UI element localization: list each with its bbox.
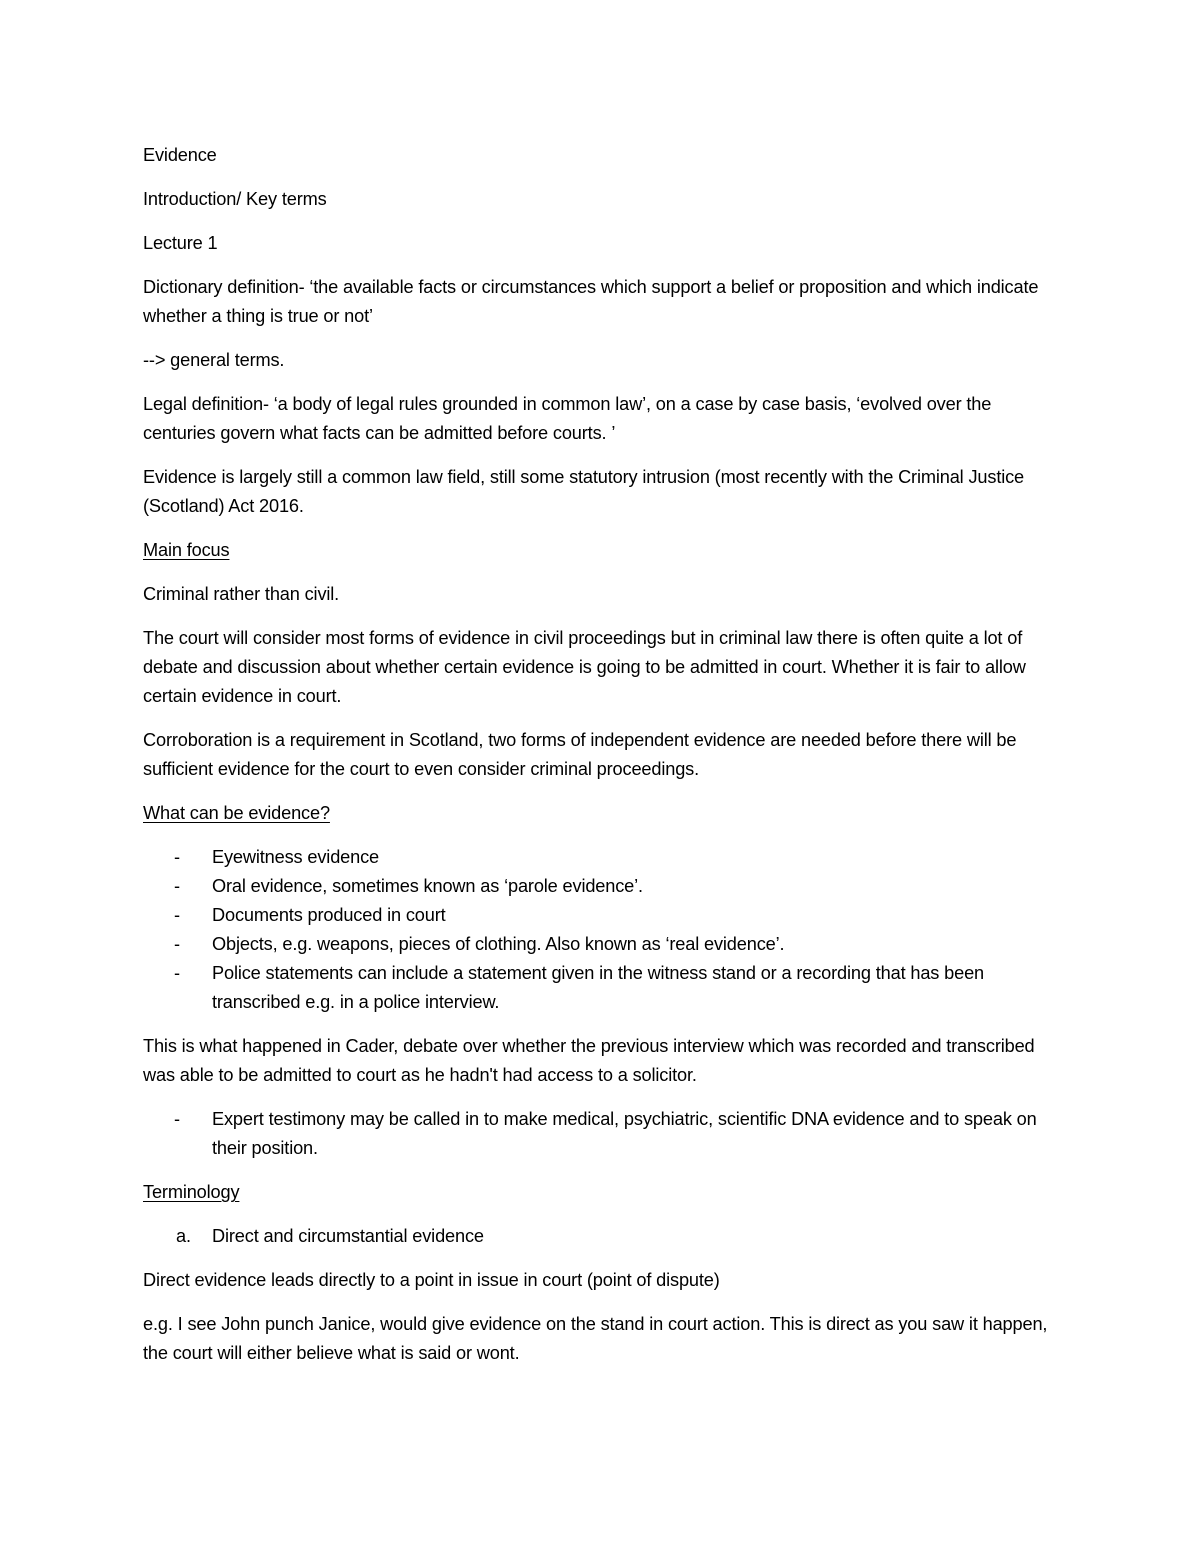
main-focus-heading: Main focus <box>143 540 230 560</box>
corroboration-paragraph: Corroboration is a requirement in Scotland, two forms of independent evidence are needed before there will be sufficient evidence for the court to even consider criminal proceedings. <box>143 730 1017 779</box>
list-item-text: Oral evidence, sometimes known as ‘parole evidence’. <box>212 876 643 896</box>
document-body <box>143 141 1063 1383</box>
list-item <box>143 1222 1063 1251</box>
terminology-list <box>143 1222 1063 1251</box>
list-item-text: Objects, e.g. weapons, pieces of clothing. Also known as ‘real evidence’. <box>212 934 785 954</box>
dictionary-definition: Dictionary definition- ‘the available facts or circumstances which support a belief or proposition and which indicate whether a thing is true or not’ <box>143 277 1039 326</box>
bullet-dash: - <box>174 1109 180 1129</box>
common-law-paragraph: Evidence is largely still a common law field, still some statutory intrusion (most recently with the Criminal Justice (Scotland) Act 2016. <box>143 467 1025 516</box>
what-can-be-evidence-heading: What can be evidence? <box>143 803 330 823</box>
lecture-label: Lecture 1 <box>143 233 218 253</box>
bullet-dash: - <box>174 847 180 867</box>
list-item <box>143 843 1063 872</box>
list-item <box>143 872 1063 901</box>
list-item <box>143 901 1063 930</box>
document-title: Evidence <box>143 145 217 165</box>
bullet-dash: - <box>174 905 180 925</box>
list-item-text: Eyewitness evidence <box>212 847 379 867</box>
general-terms-note: --> general terms. <box>143 350 285 370</box>
list-item-text: Police statements can include a statement given in the witness stand or a recording that has been transcribed e.g. in a police interview. <box>212 963 985 1012</box>
criminal-rather-than-civil: Criminal rather than civil. <box>143 584 340 604</box>
document-subtitle: Introduction/ Key terms <box>143 189 327 209</box>
list-item-text: Direct and circumstantial evidence <box>212 1226 484 1246</box>
cader-paragraph: This is what happened in Cader, debate over whether the previous interview which was recorded and transcribed was able to be admitted to court as he hadn't had access to a solicitor. <box>143 1036 1035 1085</box>
list-item-text: Expert testimony may be called in to make medical, psychiatric, scientific DNA evidence and to speak on their position. <box>212 1109 1037 1158</box>
direct-evidence-paragraph: Direct evidence leads directly to a point in issue in court (point of dispute) <box>143 1270 720 1290</box>
terminology-heading: Terminology <box>143 1182 240 1202</box>
expert-testimony-list <box>143 1105 1063 1163</box>
list-item <box>143 930 1063 959</box>
list-item <box>143 959 1063 1017</box>
example-paragraph: e.g. I see John punch Janice, would give evidence on the stand in court action. This is direct as you saw it happen, the court will either believe what is said or wont. <box>143 1314 1048 1363</box>
bullet-dash: - <box>174 934 180 954</box>
list-item-text: Documents produced in court <box>212 905 446 925</box>
list-item <box>143 1105 1063 1163</box>
bullet-dash: - <box>174 876 180 896</box>
court-paragraph: The court will consider most forms of evidence in civil proceedings but in criminal law there is often quite a lot of debate and discussion about whether certain evidence is going to be admitted in court. Whether it is fair to allow certain evidence in court. <box>143 628 1026 706</box>
bullet-dash: - <box>174 963 180 983</box>
legal-definition: Legal definition- ‘a body of legal rules grounded in common law’, on a case by case basis, ‘evolved over the centuries govern what facts can be admitted before courts. ’ <box>143 394 992 443</box>
evidence-types-list <box>143 843 1063 1017</box>
list-marker: a. <box>176 1226 191 1246</box>
